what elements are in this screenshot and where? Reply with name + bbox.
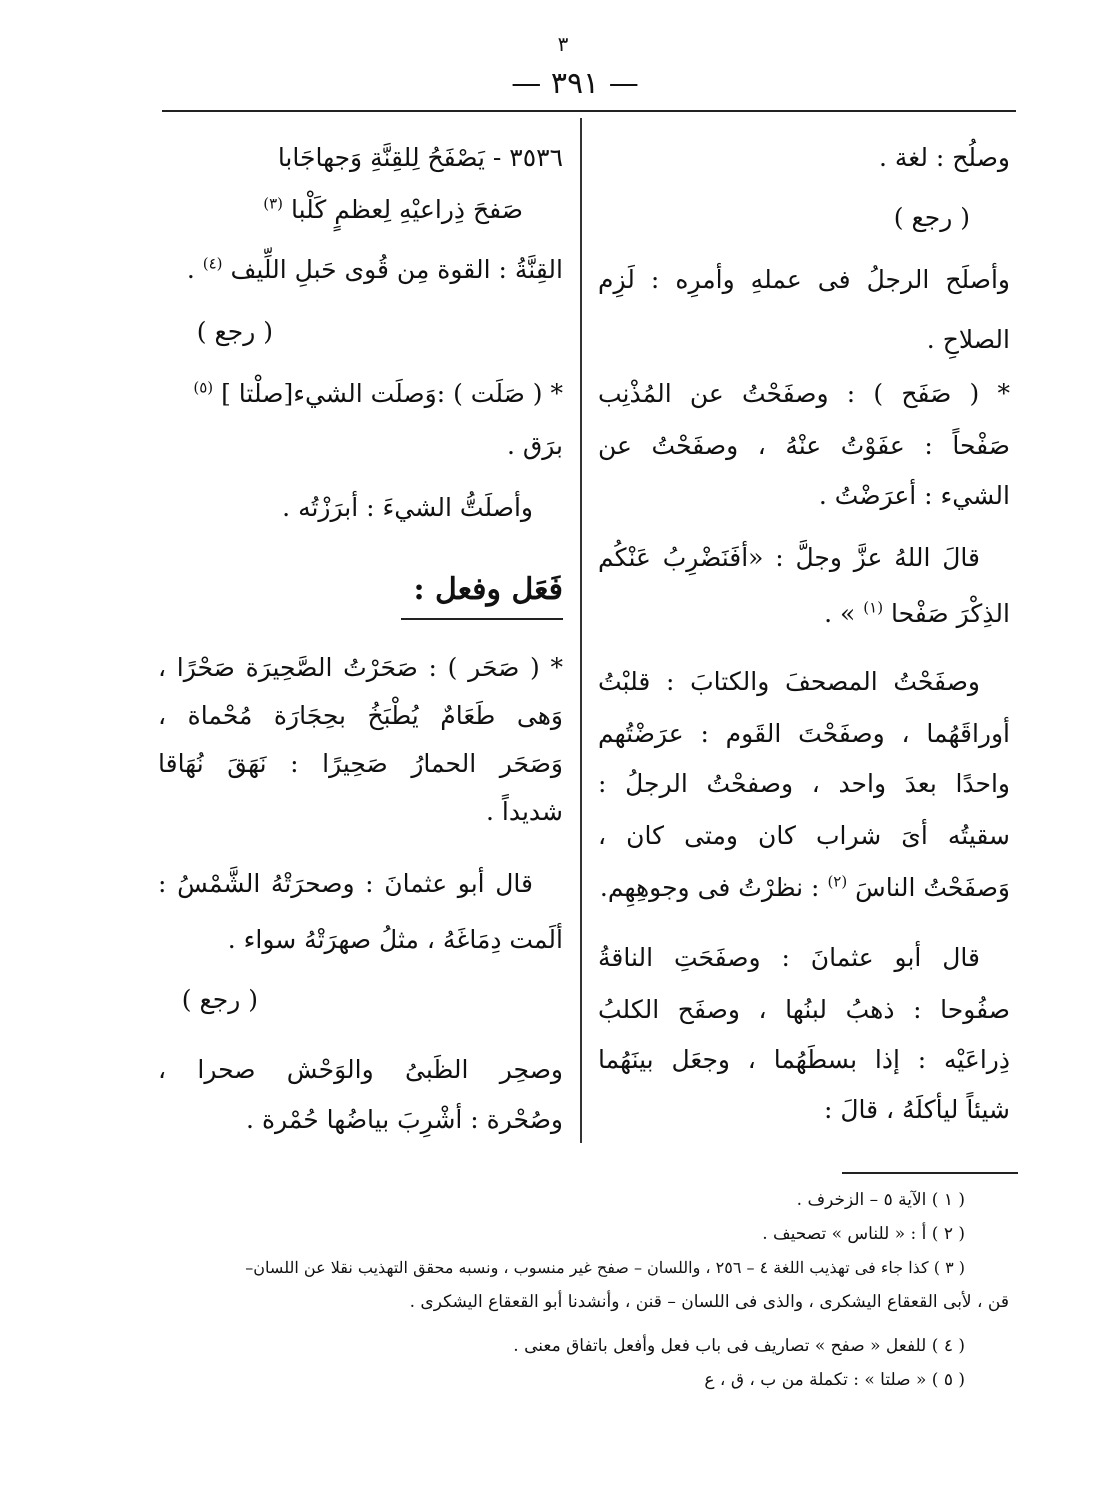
footnote-ref: (٣) <box>263 194 284 213</box>
text-line: قالَ اللهُ عزَّ وجلَّ : «أفَنَضْرِبُ عَنْكُم <box>598 543 980 572</box>
return-marker: ( رجع ) <box>196 317 273 346</box>
entry-line: * ( صَفَح ) : وصفَحْتُ عن المُذْنِب <box>598 379 1010 408</box>
text-line: الصلاحِ . <box>926 325 1010 354</box>
return-marker: ( رجع ) <box>181 985 258 1014</box>
footnote: ( ٤ ) للفعل « صفح » تصاريف فى باب فعل وأفعل باتفاق معنى . <box>513 1336 965 1356</box>
text-line: شيئاً ليأكلَهُ ، قالَ : <box>823 1095 1010 1124</box>
text-line: وصفَحْتُ المصحفَ والكتابَ : قلبْتُ <box>598 667 980 696</box>
footnote: ( ١ ) الآية ٥ – الزخرف . <box>796 1190 965 1210</box>
footnote: ( ٣ ) كذا جاء فى تهذيب اللغة ٤ – ٢٥٦ ، واللسان – صفح غير منسوب ، ونسبه محقق التهذيب نقلا عن اللسان– <box>245 1258 965 1277</box>
text-line: أوراقَهُما ، وصفَحْتَ القَوم : عرَضْتُهم <box>598 719 1010 748</box>
entry-line <box>193 374 563 414</box>
text-line: واحدًا بعدَ واحد ، وصفحْتُ الرجلُ : <box>598 769 1010 798</box>
text-line: وصحِر الظَبىُ والوَحْش صحرا ، <box>158 1055 563 1084</box>
text-line: صَفْحاً : عفَوْتُ عنْهُ ، وصفَحْتُ عن <box>598 431 1010 460</box>
verse-line: ٣٥٣٦ - يَصْفَحُ لِلقِنَّةِ وَجهاجَابا <box>277 143 563 172</box>
text-line: وصُحْرة : أشْرِبَ بياضُها حُمْرة . <box>246 1105 563 1134</box>
footnote: ( ٥ ) « صلتا » : تكملة من ب ، ق ، ع <box>704 1370 965 1390</box>
text-span: صَفحَ ذِراعيْهِ لِعظمٍ كَلْبا <box>290 195 523 224</box>
footnote-ref: (١) <box>863 598 884 617</box>
footnote-continued: قن ، لأبى القعقاع اليشكرى ، والذى فى اللسان – قنن ، وأنشدنا أبو القعقاع اليشكرى . <box>409 1292 1009 1312</box>
header-mark: ٣ <box>557 32 569 56</box>
section-heading: فَعَل وفعل : <box>413 572 563 607</box>
heading-underline <box>401 618 563 620</box>
text-span: : نظرْتُ فى وجوهِهِم. <box>599 873 820 902</box>
text-line: صفُوحا : ذهبُ لبنُها ، وصفَح الكلبُ <box>598 995 1010 1024</box>
text-span: الذِكْرَ صَفْحا <box>891 599 1010 628</box>
page-number: — ٣٩١ — <box>511 66 639 101</box>
footnote: ( ٢ ) أ : « للناس » تصحيف . <box>762 1224 965 1244</box>
text-line: سقيتُه أىَ شراب كان ومتى كان ، <box>598 821 1010 850</box>
footnote-rule <box>842 1172 1018 1174</box>
text-line: الشيء : أعرَضْتُ . <box>818 481 1010 510</box>
text-line: ألَمت دِمَاغَهُ ، مثلُ صهرَتْهُ سواء . <box>227 925 563 954</box>
header-rule <box>162 110 1016 112</box>
text-span: وَصفَحْتُ الناسَ <box>855 873 1010 902</box>
text-span: * ( صَلَت ) :وَصلَت الشيء[صلْتا ] <box>221 379 563 408</box>
column-divider <box>580 118 582 1143</box>
verse-line <box>263 190 523 230</box>
return-marker: ( رجع ) <box>893 203 970 232</box>
footnote-ref: (٤) <box>202 254 223 273</box>
people-line <box>598 868 1010 908</box>
text-line: وأصلَتُّ الشيءَ : أبرَزْتُه . <box>282 493 533 522</box>
text-line: وَهى طَعَامٌ يُطْبَخُ بحِجَارَة مُحْماة ، <box>158 701 563 730</box>
text-line: قال أبو عثمانَ : وصحرَتْهُ الشَّمْسُ : <box>158 869 533 898</box>
text-line <box>187 250 563 290</box>
text-span: » . <box>824 599 856 628</box>
footnote-ref: (٥) <box>193 378 214 397</box>
footnote-ref: (٢) <box>827 872 848 891</box>
text-line: وصلُح : لغة . <box>878 143 1010 172</box>
quran-line <box>824 594 1010 634</box>
text-line: قال أبو عثمانَ : وصفَحَتِ الناقةُ <box>598 943 980 972</box>
text-span: . <box>186 255 195 284</box>
text-line: شديداً . <box>486 797 563 826</box>
text-line: ذِراعَيْه : إذا بسطَهُما ، وجعَل بينَهُما <box>598 1045 1010 1074</box>
entry-line: * ( صَحَر ) : صَحَرْتُ الصَّحِيرَة صَحْرًا ، <box>158 653 563 682</box>
text-line: وأصلَح الرجلُ فى عملهِ وأمرِه : لَزِم <box>598 265 1010 294</box>
text-line: برَق . <box>506 431 563 460</box>
text-span: القِنَّةُ : القوة مِن قُوى حَبلِ اللِّيف <box>230 255 563 284</box>
text-line: وَصَحَر الحمارُ صَحِيرًا : نَهَقَ نُهَاقا <box>158 749 563 778</box>
